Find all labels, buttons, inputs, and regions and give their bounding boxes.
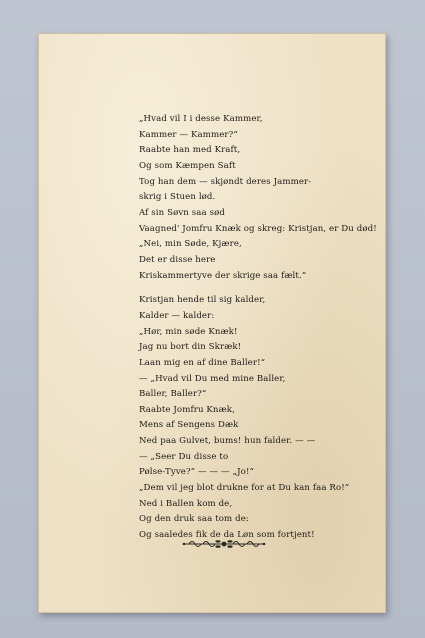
poem-line: Og saaledes fik de da Løn som fortjent! (139, 530, 315, 541)
poem-line: — „Hvad vil Du med mine Baller, (139, 373, 286, 384)
poem-line: Kristjan hende til sig kalder, (139, 295, 266, 306)
stanza-2 (139, 293, 379, 544)
poem-line: Mens af Sengens Dæk (139, 420, 239, 431)
poem-line: Kammer — Kammer?“ (139, 129, 238, 140)
poem-line: Pølse-Tyve?“ — — — „Jo!“ (139, 467, 255, 478)
vine-ornament-icon (181, 538, 267, 550)
poem-text (139, 112, 379, 544)
poem-line: „Dem vil jeg blot drukne for at Du kan faa Ro!“ (139, 483, 350, 494)
poem-line: Kalder — kalder: (139, 310, 215, 321)
poem-line: „Hør, min søde Knæk! (139, 326, 238, 337)
poem-line: skrig i Stuen lød. (139, 192, 216, 203)
poem-line: Jag nu bort din Skræk! (139, 342, 242, 353)
poem-line: Og den druk saa tom de: (139, 514, 249, 525)
poem-line: „Nei, min Søde, Kjære, (139, 239, 242, 250)
poem-line: Raabte Jomfru Knæk, (139, 404, 235, 415)
poem-line: Kriskammertyve der skrige saa fælt.“ (139, 270, 307, 281)
poem-line: Vaagned' Jomfru Knæk og skreg: Kristjan, er Du død! (139, 223, 377, 234)
poem-line: — „Seer Du disse to (139, 451, 229, 462)
poem-line: Ned paa Gulvet, bums! hun falder. — — (139, 436, 316, 447)
poem-line: Ned i Ballen kom de, (139, 498, 233, 509)
poem-line: Det er disse here (139, 254, 216, 265)
poem-line: Af sin Søvn saa sød (139, 207, 225, 218)
poem-line: Tog han dem — skjøndt deres Jammer- (139, 176, 312, 187)
stanza-1 (139, 112, 379, 284)
poem-line: „Hvad vil I i desse Kammer, (139, 114, 263, 124)
poem-line: Og som Kæmpen Saft (139, 160, 236, 171)
poem-line: Baller, Baller?“ (139, 389, 207, 400)
poem-line: Laan mig en af dine Baller!“ (139, 357, 266, 368)
poem-line: Raabte han med Kraft, (139, 145, 241, 156)
